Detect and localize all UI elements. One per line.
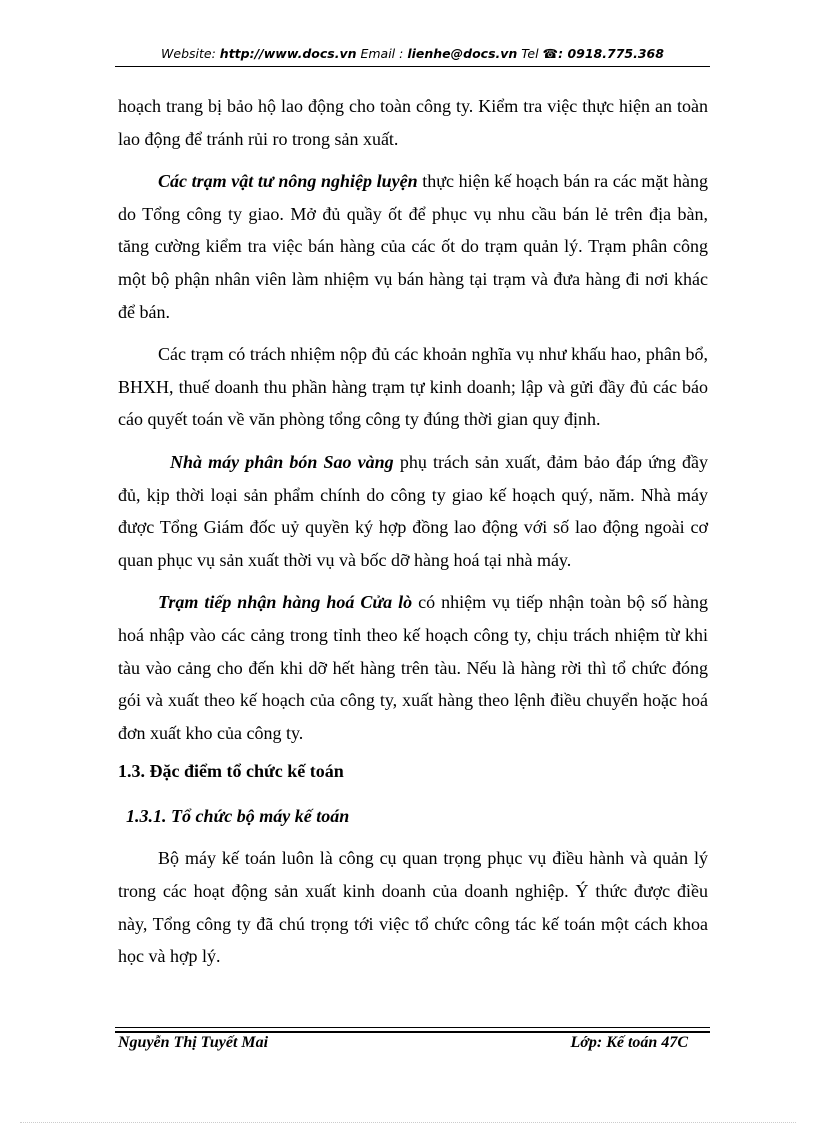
- paragraph-3: Các trạm có trách nhiệm nộp đủ các khoản nghĩa vụ như khấu hao, phân bổ, BHXH, thuế doanh thu phần hàng trạm tự kinh doanh; lập và gửi đầy đủ các báo cáo quyết toán về văn phòng tổng công ty đúng thời gian quy định.: [118, 344, 708, 430]
- page-footer: [118, 1034, 688, 1052]
- header-rule: [115, 66, 710, 67]
- paragraph-4-lead: Nhà máy phân bón Sao vàng: [170, 451, 394, 472]
- paragraph-2-lead: Các trạm vật tư nông nghiệp luyện: [158, 171, 418, 192]
- paragraph-1: hoạch trang bị bảo hộ lao động cho toàn công ty. Kiểm tra việc thực hiện an toàn lao động để tránh rủi ro trong sản xuất.: [118, 96, 708, 149]
- email-link[interactable]: lienhe@docs.vn: [407, 46, 518, 61]
- section-heading: 1.3. Đặc điểm tổ chức kế toán: [118, 761, 344, 782]
- footer-author: Nguyễn Thị Tuyết Mai: [118, 1034, 269, 1051]
- paragraph-4-text: phụ trách sản xuất, đảm bảo đáp ứng đầy đủ, kịp thời loại sản phẩm chính do công ty giao kế hoạch quý, năm. Nhà máy được Tổng Giám đốc uỷ quyền ký hợp đồng lao động với số lao động ngoài cơ quan phục vụ sản xuất thời vụ và bốc dỡ hàng hoá tại nhà máy.: [118, 451, 709, 570]
- tel-label: Tel: [517, 46, 543, 61]
- paragraph-6: Bộ máy kế toán luôn là công cụ quan trọng phục vụ điều hành và quản lý trong các hoạt động sản xuất kinh doanh của doanh nghiệp. Ý thức được điều này, Tổng công ty đã chú trọng tới việc tổ chức công tác kế toán một cách khoa học và hợp lý.: [118, 848, 708, 967]
- phone-icon: ☎: [542, 46, 559, 61]
- footer-rule-thin: [115, 1027, 710, 1028]
- paragraph-4: [118, 446, 708, 576]
- document-body: [118, 90, 708, 973]
- subsection-heading: 1.3.1. Tổ chức bộ máy kế toán: [126, 805, 350, 826]
- footer-class: Lớp: Kế toán 47C: [570, 1034, 688, 1051]
- footer-rule-thick: [115, 1031, 710, 1033]
- email-label: Email :: [356, 46, 408, 61]
- tel-number: : 0918.775.368: [558, 46, 664, 61]
- website-label: Website:: [161, 46, 220, 61]
- paragraph-2: [118, 165, 708, 328]
- paragraph-5: [118, 586, 708, 749]
- website-link[interactable]: http://www.docs.vn: [219, 46, 357, 61]
- paragraph-2-text: thực hiện kế hoạch bán ra các mặt hàng do Tổng công ty giao. Mở đủ quầy ốt để phục vụ nhu cầu bán lẻ trên địa bàn, tăng cường kiểm tra việc bán hàng của các ốt do trạm quản lý. Trạm phân công một bộ phận nhân viên làm nhiệm vụ bán hàng tại trạm và đưa hàng đi nơi khác để bán.: [118, 171, 709, 322]
- paragraph-5-text: có nhiệm vụ tiếp nhận toàn bộ số hàng hoá nhập vào các cảng trong tỉnh theo kế hoạch công ty, chịu trách nhiệm từ khi tàu vào cảng cho đến khi dỡ hết hàng trên tàu. Nếu là hàng rời thì tổ chức đóng gói và xuất theo kế hoạch của công ty, xuất hàng theo lệnh điều chuyển hoặc hoá đơn xuất kho của công ty.: [118, 592, 708, 743]
- page-header: [115, 46, 710, 61]
- paragraph-5-lead: Trạm tiếp nhận hàng hoá Cửa lò: [158, 592, 413, 613]
